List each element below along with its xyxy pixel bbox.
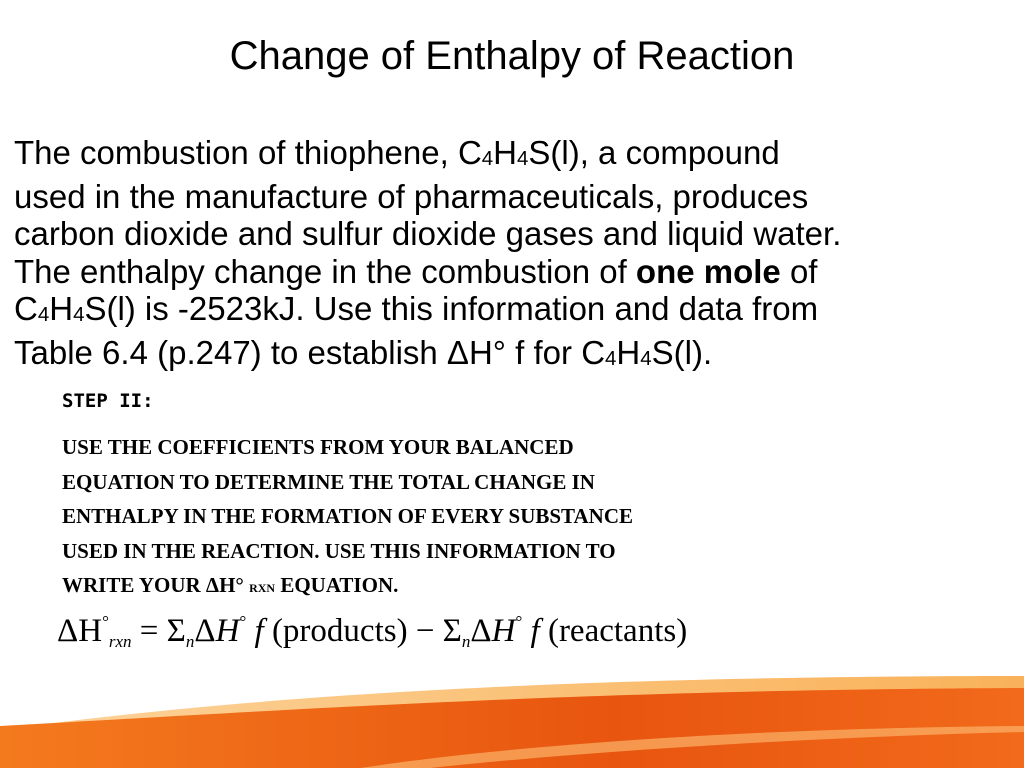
eq-variable: f (254, 613, 264, 649)
text-span: The enthalpy change in the combustion of (14, 252, 636, 290)
problem-line (14, 290, 1022, 334)
subscript: 4 (73, 303, 85, 327)
text-span: H (616, 333, 641, 371)
step-heading: STEP II: (62, 390, 154, 412)
eq-part: (products) − Σ (263, 613, 462, 649)
text-span: S(l). (651, 333, 713, 371)
problem-statement (14, 134, 1022, 378)
degree-symbol: ° (239, 612, 247, 631)
eq-variable: H (491, 613, 516, 649)
eq-subscript: rxn (108, 632, 132, 651)
instruction-line: ENTHALPY IN THE FORMATION OF EVERY SUBSTANCE (62, 504, 633, 528)
eq-variable: f (530, 613, 540, 649)
subscript: 4 (37, 303, 50, 327)
decorative-swoosh (0, 668, 1024, 768)
eq-part: Δ (194, 613, 216, 649)
eq-variable: H (215, 613, 240, 649)
problem-line (14, 334, 1022, 378)
problem-line (14, 134, 1022, 178)
text-span: S(l) is -2523kJ. Use this information and data from (84, 290, 819, 328)
degree-symbol: ° (102, 612, 109, 631)
text-span: The combustion of thiophene, C (14, 134, 482, 171)
step-instructions (62, 430, 882, 606)
eq-subscript: n (185, 632, 195, 651)
text-span: H (49, 290, 74, 328)
subscript: 4 (640, 347, 652, 371)
eq-subscript: n (461, 632, 471, 651)
subscript: 4 (517, 147, 529, 171)
instruction-line: USE THE COEFFICIENTS FROM YOUR BALANCED (62, 435, 574, 459)
degree-symbol: ° (515, 612, 523, 631)
subscript: 4 (605, 347, 617, 371)
eq-part: Δ (470, 613, 492, 649)
text-span: S(l), a compound (528, 134, 780, 171)
eq-part: ΔH (57, 613, 103, 649)
problem-line (14, 253, 1022, 291)
text-span: EQUATION. (275, 573, 399, 597)
bold-emphasis: one mole (635, 252, 781, 290)
subscript: 4 (481, 147, 494, 171)
eq-part: = Σ (131, 613, 186, 649)
enthalpy-equation (57, 600, 687, 664)
text-span: H (493, 134, 518, 171)
slide-title: Change of Enthalpy of Reaction (229, 34, 795, 78)
eq-part: (reactants) (539, 613, 688, 649)
text-span: of (780, 252, 818, 290)
text-span: WRITE YOUR ΔH° (62, 573, 250, 597)
problem-line: used in the manufacture of pharmaceuticals, produces (14, 177, 809, 215)
text-span: Table 6.4 (p.247) to establish ΔH° f for C (14, 333, 606, 371)
text-span: C (14, 290, 38, 328)
subscript: RXN (249, 581, 276, 595)
instruction-line: USED IN THE REACTION. USE THIS INFORMATION TO (62, 538, 616, 563)
problem-line: carbon dioxide and sulfur dioxide gases and liquid water. (14, 215, 842, 253)
instruction-line: EQUATION TO DETERMINE THE TOTAL CHANGE IN (62, 469, 595, 494)
